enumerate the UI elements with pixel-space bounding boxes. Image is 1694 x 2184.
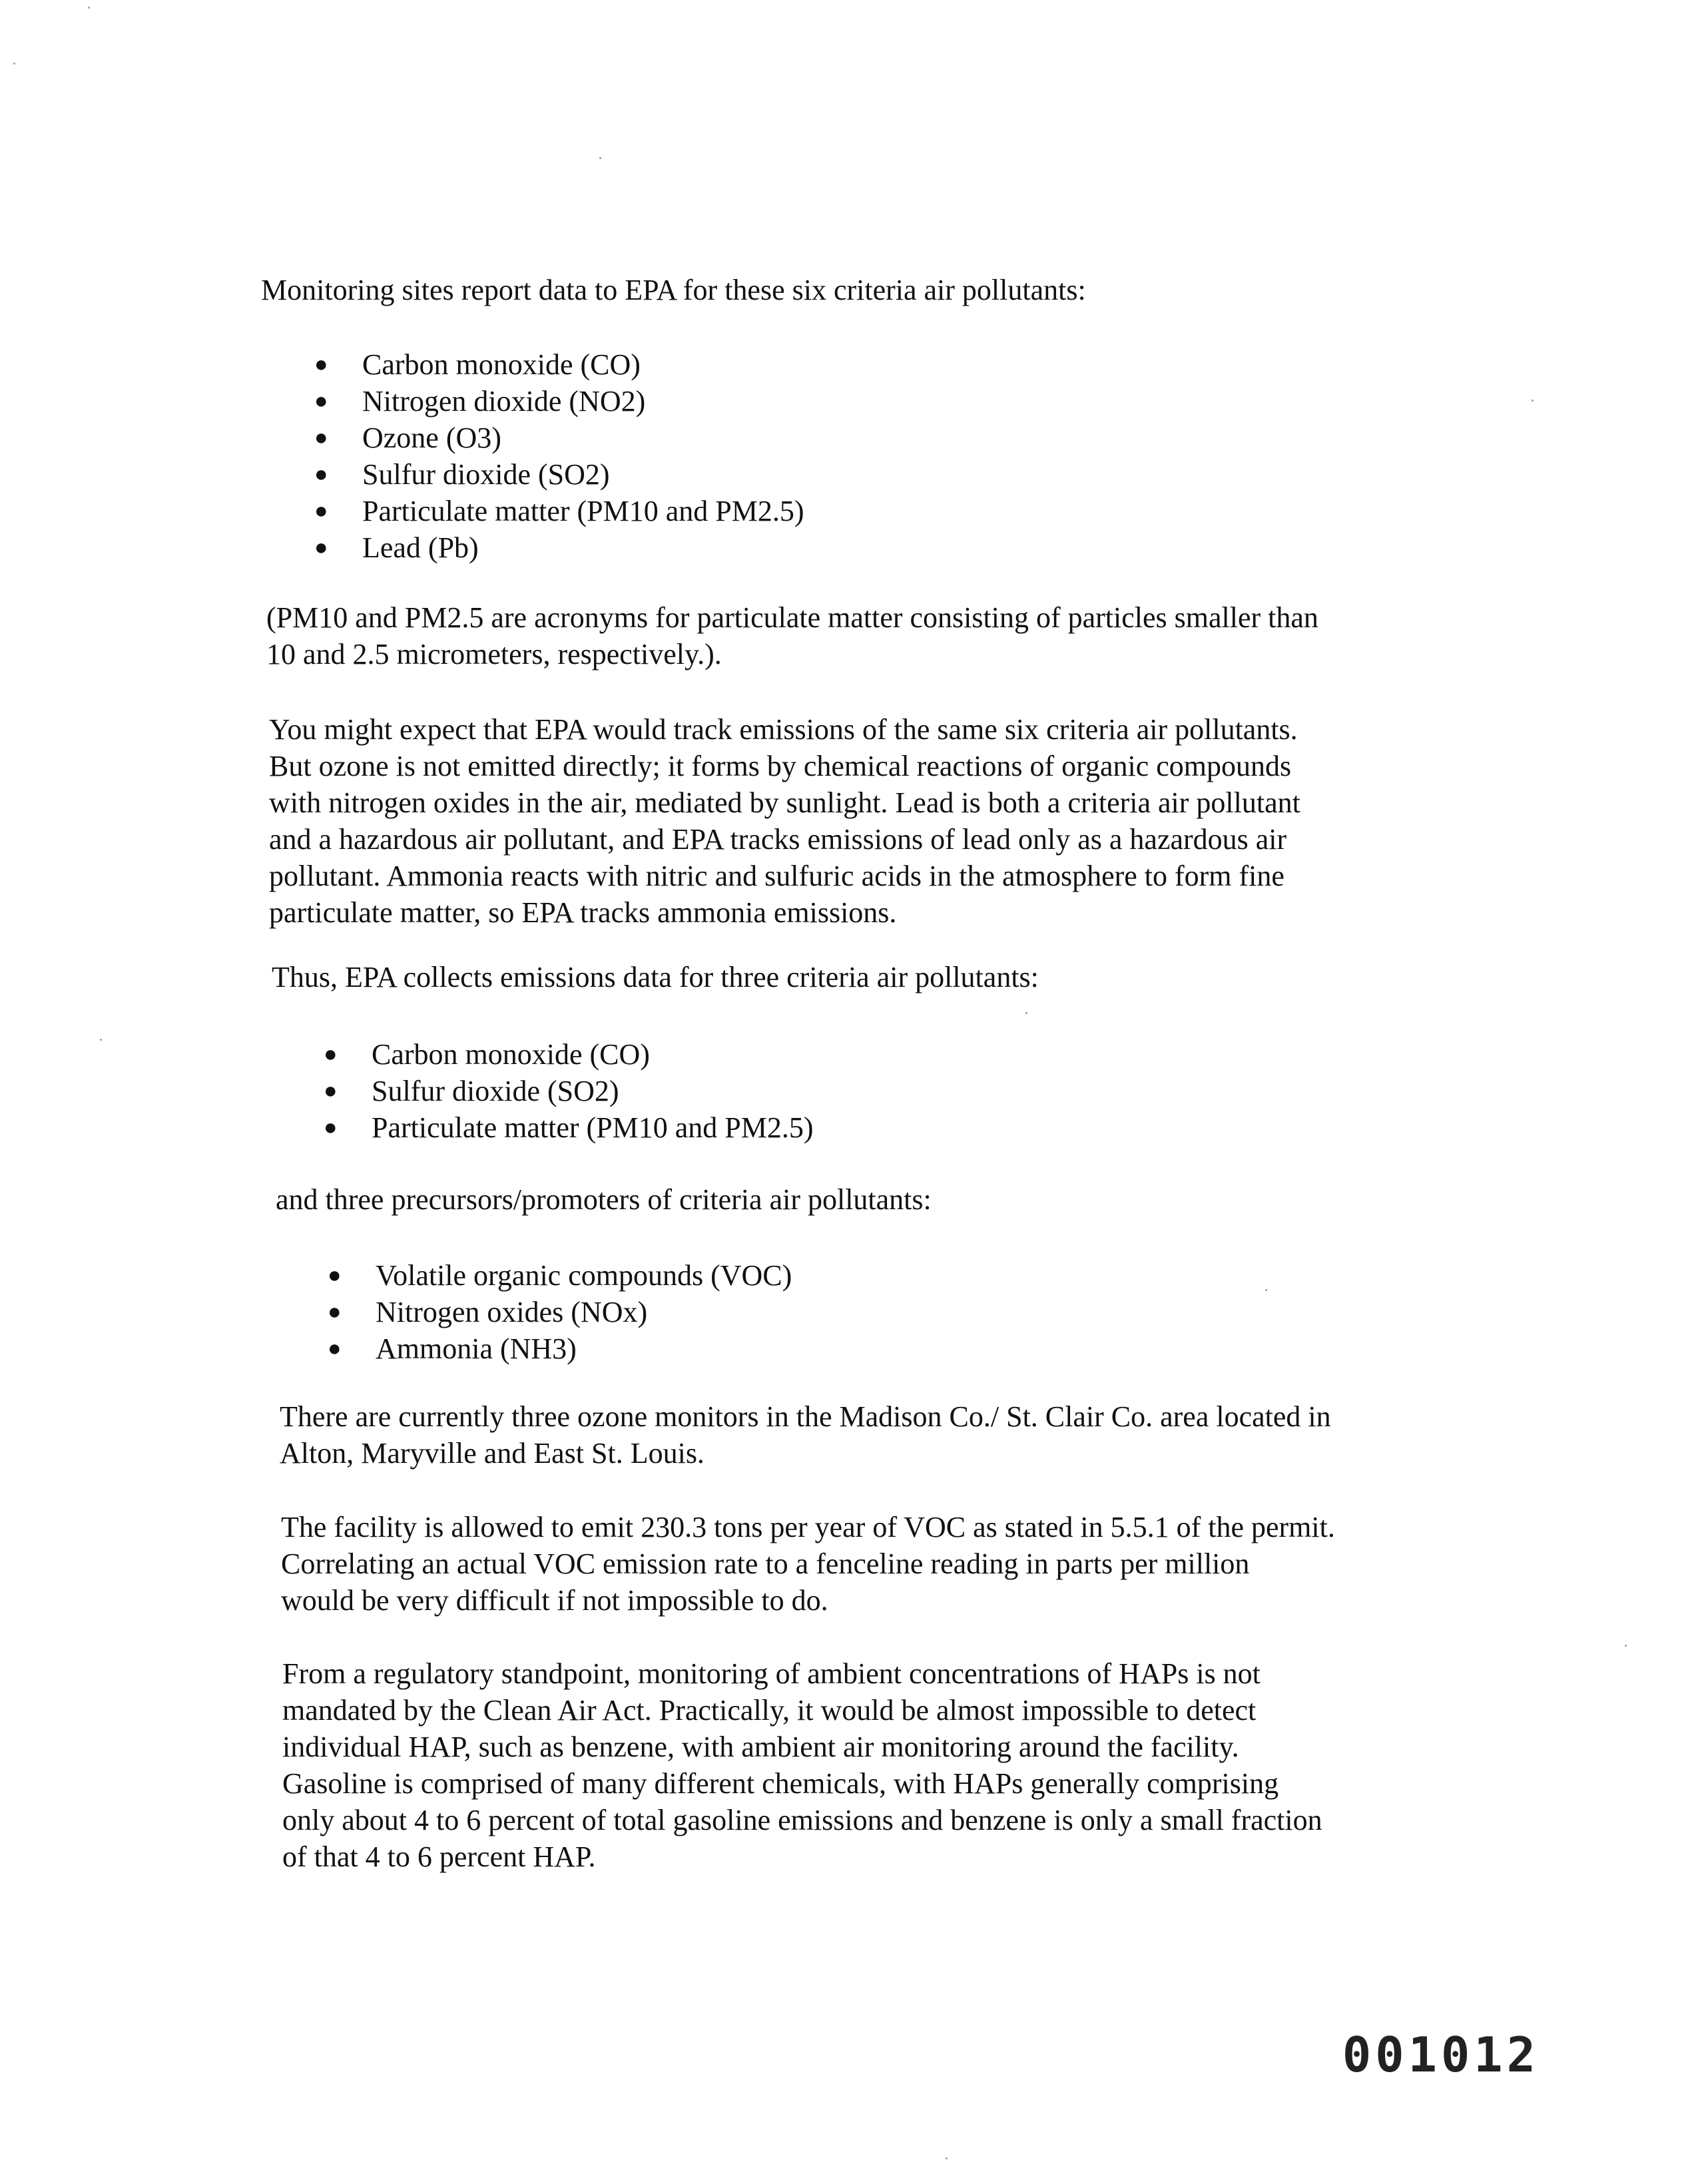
bullet-icon: ●	[328, 1263, 342, 1288]
precursors-text: and three precursors/promoters of criteria air pollutants:	[276, 1183, 932, 1216]
precursors-list	[328, 1257, 792, 1367]
list-item: ● Nitrogen dioxide (NO2)	[362, 383, 804, 419]
thus-text: Thus, EPA collects emissions data for three criteria air pollutants:	[272, 961, 1039, 993]
paragraph-line: and a hazardous air pollutant, and EPA tracks emissions of lead only as a hazardous air	[269, 823, 1287, 856]
scan-speck	[1265, 1289, 1267, 1291]
paragraph-line: only about 4 to 6 percent of total gasoline emissions and benzene is only a small fraction	[282, 1804, 1322, 1836]
list-item: ● Sulfur dioxide (SO2)	[372, 1073, 814, 1109]
voc-paragraph	[281, 1509, 1335, 1619]
paragraph-line: The facility is allowed to emit 230.3 tons per year of VOC as stated in 5.5.1 of the permit.	[281, 1511, 1335, 1543]
bullet-icon: ●	[314, 462, 328, 487]
scan-speck	[946, 2157, 948, 2159]
paragraph-line: individual HAP, such as benzene, with ambient air monitoring around the facility.	[282, 1731, 1239, 1763]
scan-speck	[1625, 1645, 1627, 1647]
paragraph-line: Gasoline is comprised of many different chemicals, with HAPs generally comprising	[282, 1767, 1279, 1800]
bates-number-stamp: 001012	[1342, 2027, 1540, 2083]
ozone-paragraph	[280, 1398, 1331, 1472]
paragraph-line: particulate matter, so EPA tracks ammonia emissions.	[269, 896, 897, 929]
list-item: ● Carbon monoxide (CO)	[372, 1036, 814, 1073]
bullet-icon: ●	[324, 1079, 338, 1103]
paragraph-line: would be very difficult if not impossible to do.	[281, 1584, 828, 1617]
bullet-icon: ●	[314, 535, 328, 560]
paragraph-line: (PM10 and PM2.5 are acronyms for particulate matter consisting of particles smaller than	[266, 601, 1318, 634]
paragraph-line: Correlating an actual VOC emission rate to a fenceline reading in parts per million	[281, 1547, 1250, 1580]
list-item: ● Lead (Pb)	[362, 529, 804, 566]
paragraph-line: of that 4 to 6 percent HAP.	[282, 1840, 596, 1873]
list-item: ● Ozone (O3)	[362, 419, 804, 456]
expect-paragraph	[269, 711, 1300, 931]
list-item: ● Volatile organic compounds (VOC)	[376, 1257, 792, 1294]
monitored-pollutants-list	[314, 346, 804, 566]
bullet-icon: ●	[314, 425, 328, 450]
list-item: ● Particulate matter (PM10 and PM2.5)	[362, 493, 804, 529]
bullet-icon: ●	[324, 1042, 338, 1067]
scan-speck	[599, 157, 601, 159]
bullet-icon: ●	[328, 1300, 342, 1324]
bullet-icon: ●	[314, 499, 328, 523]
paragraph-line: There are currently three ozone monitors in the Madison Co./ St. Clair Co. area located in	[280, 1400, 1331, 1433]
scan-speck	[88, 7, 90, 9]
list-item: ● Sulfur dioxide (SO2)	[362, 456, 804, 493]
paragraph-line: From a regulatory standpoint, monitoring of ambient concentrations of HAPs is not	[282, 1657, 1261, 1690]
scan-speck	[1532, 400, 1534, 402]
acronym-note	[266, 599, 1318, 673]
paragraph-line: You might expect that EPA would track emissions of the same six criteria air pollutants.	[269, 713, 1298, 746]
bullet-icon: ●	[314, 389, 328, 413]
list-item: ● Nitrogen oxides (NOx)	[376, 1294, 792, 1330]
list-item: ● Particulate matter (PM10 and PM2.5)	[372, 1109, 814, 1146]
list-item: ● Ammonia (NH3)	[376, 1330, 792, 1367]
scan-speck	[1025, 1012, 1027, 1014]
bullet-icon: ●	[328, 1336, 342, 1361]
list-item: ● Carbon monoxide (CO)	[362, 346, 804, 383]
emission-pollutants-list	[324, 1036, 814, 1146]
scan-speck	[100, 1039, 102, 1041]
intro-text: Monitoring sites report data to EPA for these six criteria air pollutants:	[261, 274, 1086, 306]
paragraph-line: pollutant. Ammonia reacts with nitric and sulfuric acids in the atmosphere to form fine	[269, 860, 1284, 892]
paragraph-line: mandated by the Clean Air Act. Practically, it would be almost impossible to detect	[282, 1694, 1257, 1727]
paragraph-line: Alton, Maryville and East St. Louis.	[280, 1437, 705, 1470]
paragraph-line: 10 and 2.5 micrometers, respectively.).	[266, 638, 722, 671]
paragraph-line: with nitrogen oxides in the air, mediated by sunlight. Lead is both a criteria air pollutant	[269, 786, 1300, 819]
bullet-icon: ●	[314, 352, 328, 377]
scan-speck	[13, 63, 15, 65]
paragraph-line: But ozone is not emitted directly; it forms by chemical reactions of organic compounds	[269, 750, 1292, 782]
bullet-icon: ●	[324, 1115, 338, 1140]
hap-paragraph	[282, 1655, 1322, 1875]
